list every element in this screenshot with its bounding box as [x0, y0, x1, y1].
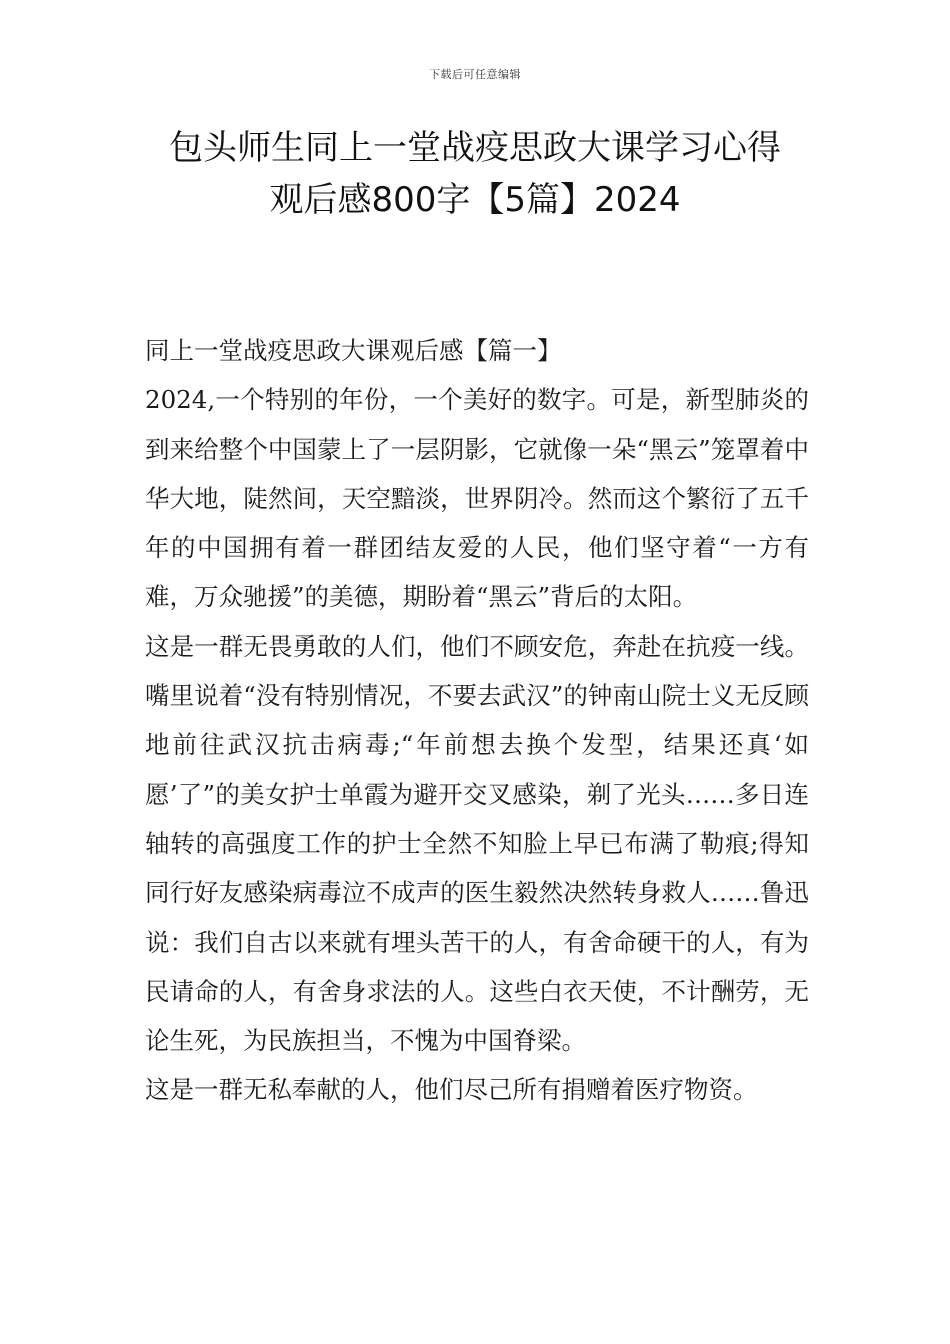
paragraph-2: 这是一群无畏勇敢的人们，他们不顾安危，奔赴在抗疫一线。嘴里说着“没有特别情况，不要去武汉”的钟南山院士义无反顾地前往武汉抗击病毒;“年前想去换个发型，结果还真‘如愿’了”的美女护士单霞为避开交叉感染，剃了光头……多日连轴转的高强度工作的护士全然不知脸上早已布满了勒痕;得知同行好友感染病毒泣不成声的医生毅然决然转身救人……鲁迅说：我们自古以来就有埋头苦干的人，有舍命硬干的人，有为民请命的人，有舍身求法的人。这些白衣天使，不计酬劳，无论生死，为民族担当，不愧为中国脊梁。	[145, 631, 809, 1056]
title-line-2: 观后感800字【5篇】2024	[269, 180, 681, 220]
title-line-1: 包头师生同上一堂战疫思政大课学习心得	[169, 128, 781, 168]
section-heading: 同上一堂战疫思政大课观后感【篇一】	[145, 336, 562, 365]
document-body	[145, 326, 809, 1115]
paragraph-1: 2024,一个特别的年份，一个美好的数字。可是，新型肺炎的到来给整个中国蒙上了一层阴影，它就像一朵“黑云”笼罩着中华大地，陡然间，天空黯淡，世界阴冷。然而这个繁衍了五千年的中国拥有着一群团结友爱的人民，他们坚守着“一方有难，万众驰援”的美德，期盼着“黑云”背后的太阳。	[145, 385, 809, 612]
header-note: 下载后可任意编辑	[429, 68, 521, 81]
paragraph-3: 这是一群无私奉献的人，他们尽己所有捐赠着医疗物资。	[145, 1075, 758, 1105]
document-title	[100, 122, 850, 226]
